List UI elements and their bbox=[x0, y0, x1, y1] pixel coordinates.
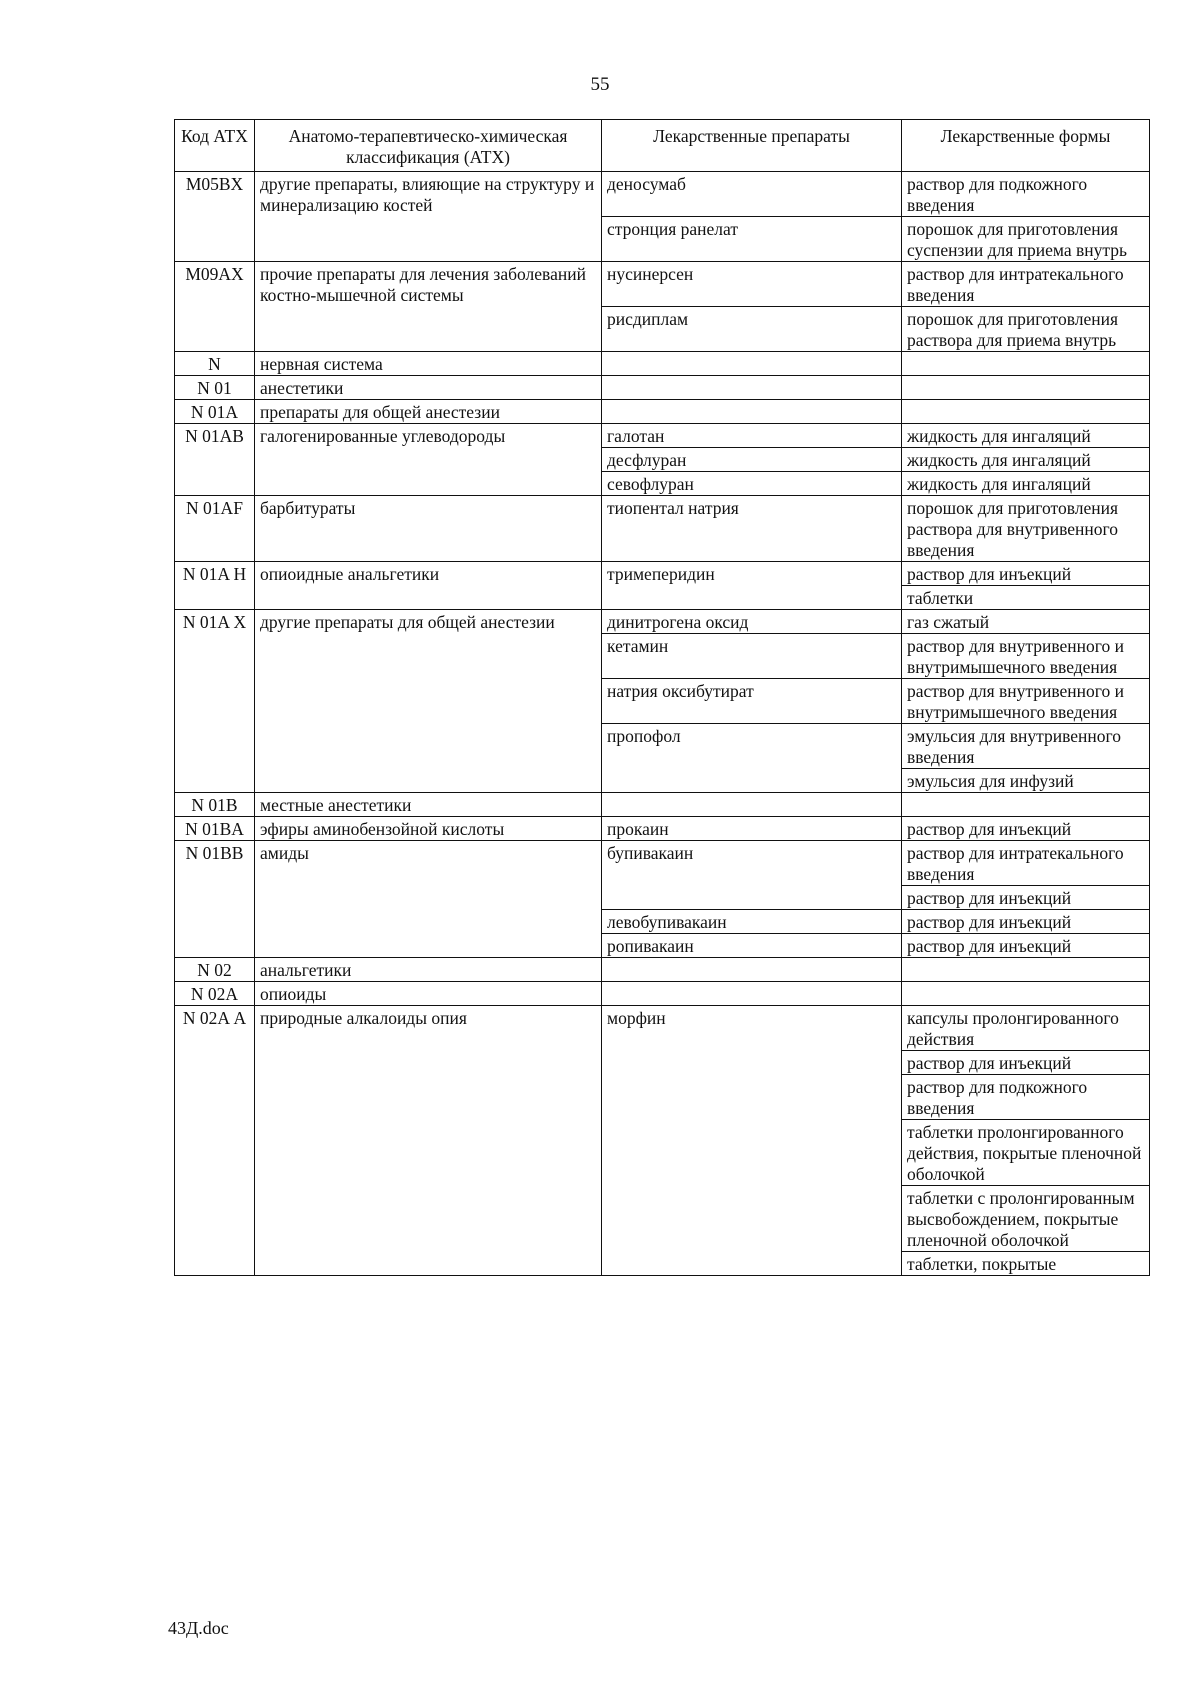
atc-name-cell: нервная система bbox=[255, 352, 602, 376]
atc-name-cell: опиоидные анальгетики bbox=[255, 562, 602, 610]
form-cell: таблетки bbox=[902, 586, 1150, 610]
form-cell: раствор для внутривенного и внутримышечного введения bbox=[902, 634, 1150, 679]
table-row bbox=[175, 817, 1150, 841]
atc-code-cell: M05BX bbox=[175, 172, 255, 262]
drug-cell: тиопентал натрия bbox=[602, 496, 902, 562]
form-cell: капсулы пролонгированного действия bbox=[902, 1006, 1150, 1051]
atc-code-cell: M09AX bbox=[175, 262, 255, 352]
form-cell: эмульсия для инфузий bbox=[902, 769, 1150, 793]
form-cell: эмульсия для внутривенного введения bbox=[902, 724, 1150, 769]
table-row bbox=[175, 352, 1150, 376]
atc-name-cell: барбитураты bbox=[255, 496, 602, 562]
drug-cell: деносумаб bbox=[602, 172, 902, 217]
table-row bbox=[175, 610, 1150, 634]
drug-cell bbox=[602, 400, 902, 424]
atc-name-cell: прочие препараты для лечения заболеваний костно-мышечной системы bbox=[255, 262, 602, 352]
form-cell bbox=[902, 958, 1150, 982]
form-cell: раствор для инъекций bbox=[902, 934, 1150, 958]
atc-code-cell: N 01A X bbox=[175, 610, 255, 793]
form-cell: раствор для инъекций bbox=[902, 562, 1150, 586]
form-cell: раствор для интратекального введения bbox=[902, 262, 1150, 307]
drug-cell bbox=[602, 352, 902, 376]
atc-name-cell: галогенированные углеводороды bbox=[255, 424, 602, 496]
header-atc: Анатомо-терапевтическо-химическая классификация (АТХ) bbox=[255, 120, 602, 172]
table-header-row bbox=[175, 120, 1150, 172]
atc-name-cell: другие препараты для общей анестезии bbox=[255, 610, 602, 793]
atc-name-cell: анальгетики bbox=[255, 958, 602, 982]
form-cell: раствор для инъекций bbox=[902, 817, 1150, 841]
table-row bbox=[175, 400, 1150, 424]
form-cell: таблетки, покрытые bbox=[902, 1252, 1150, 1276]
atc-code-cell: N 01BA bbox=[175, 817, 255, 841]
table-row bbox=[175, 496, 1150, 562]
atc-code-cell: N 01BB bbox=[175, 841, 255, 958]
drug-cell: бупивакаин bbox=[602, 841, 902, 910]
page-number: 55 bbox=[590, 74, 610, 95]
table-row bbox=[175, 262, 1150, 307]
form-cell bbox=[902, 376, 1150, 400]
table-row bbox=[175, 562, 1150, 586]
drug-cell: стронция ранелат bbox=[602, 217, 902, 262]
form-cell bbox=[902, 793, 1150, 817]
atc-name-cell: природные алкалоиды опия bbox=[255, 1006, 602, 1276]
drug-cell bbox=[602, 793, 902, 817]
header-drugs: Лекарственные препараты bbox=[602, 120, 902, 172]
table-row bbox=[175, 376, 1150, 400]
drug-cell: морфин bbox=[602, 1006, 902, 1276]
form-cell: жидкость для ингаляций bbox=[902, 424, 1150, 448]
drug-cell: рисдиплам bbox=[602, 307, 902, 352]
drug-cell: натрия оксибутират bbox=[602, 679, 902, 724]
table-row bbox=[175, 793, 1150, 817]
form-cell: порошок для приготовления суспензии для приема внутрь bbox=[902, 217, 1150, 262]
atc-name-cell: анестетики bbox=[255, 376, 602, 400]
drug-cell bbox=[602, 376, 902, 400]
header-code: Код АТХ bbox=[175, 120, 255, 172]
table-row bbox=[175, 172, 1150, 217]
form-cell bbox=[902, 400, 1150, 424]
atc-table bbox=[174, 119, 1150, 1276]
atc-name-cell: местные анестетики bbox=[255, 793, 602, 817]
atc-code-cell: N 01A bbox=[175, 400, 255, 424]
header-forms: Лекарственные формы bbox=[902, 120, 1150, 172]
atc-name-cell: препараты для общей анестезии bbox=[255, 400, 602, 424]
form-cell: порошок для приготовления раствора для внутривенного введения bbox=[902, 496, 1150, 562]
atc-code-cell: N bbox=[175, 352, 255, 376]
form-cell: раствор для интратекального введения bbox=[902, 841, 1150, 886]
drug-cell: десфлуран bbox=[602, 448, 902, 472]
drug-cell: динитрогена оксид bbox=[602, 610, 902, 634]
form-cell bbox=[902, 352, 1150, 376]
atc-code-cell: N 01A Н bbox=[175, 562, 255, 610]
atc-code-cell: N 02A bbox=[175, 982, 255, 1006]
drug-cell bbox=[602, 982, 902, 1006]
form-cell bbox=[902, 982, 1150, 1006]
form-cell: раствор для внутривенного и внутримышечного введения bbox=[902, 679, 1150, 724]
form-cell: раствор для инъекций bbox=[902, 1051, 1150, 1075]
drug-cell: севофлуран bbox=[602, 472, 902, 496]
table-row bbox=[175, 1006, 1150, 1051]
atc-code-cell: N 01 bbox=[175, 376, 255, 400]
form-cell: раствор для инъекций bbox=[902, 910, 1150, 934]
form-cell: таблетки с пролонгированным высвобождением, покрытые пленочной оболочкой bbox=[902, 1186, 1150, 1252]
atc-name-cell: эфиры аминобензойной кислоты bbox=[255, 817, 602, 841]
drug-cell: кетамин bbox=[602, 634, 902, 679]
table-row bbox=[175, 958, 1150, 982]
drug-cell: левобупивакаин bbox=[602, 910, 902, 934]
drug-cell: пропофол bbox=[602, 724, 902, 793]
drug-cell bbox=[602, 958, 902, 982]
drug-cell: прокаин bbox=[602, 817, 902, 841]
atc-code-cell: N 02 bbox=[175, 958, 255, 982]
form-cell: раствор для подкожного введения bbox=[902, 1075, 1150, 1120]
form-cell: таблетки пролонгированного действия, покрытые пленочной оболочкой bbox=[902, 1120, 1150, 1186]
atc-code-cell: N 02A А bbox=[175, 1006, 255, 1276]
atc-name-cell: амиды bbox=[255, 841, 602, 958]
table-body bbox=[175, 172, 1150, 1276]
drug-cell: галотан bbox=[602, 424, 902, 448]
table-row bbox=[175, 841, 1150, 886]
atc-code-cell: N 01B bbox=[175, 793, 255, 817]
footer-filename: 43Д.doc bbox=[168, 1618, 229, 1638]
drug-cell: тримеперидин bbox=[602, 562, 902, 610]
form-cell: жидкость для ингаляций bbox=[902, 472, 1150, 496]
drug-cell: ропивакаин bbox=[602, 934, 902, 958]
atc-code-cell: N 01AB bbox=[175, 424, 255, 496]
table-row bbox=[175, 982, 1150, 1006]
atc-code-cell: N 01AF bbox=[175, 496, 255, 562]
atc-name-cell: другие препараты, влияющие на структуру и минерализацию костей bbox=[255, 172, 602, 262]
atc-name-cell: опиоиды bbox=[255, 982, 602, 1006]
form-cell: раствор для подкожного введения bbox=[902, 172, 1150, 217]
form-cell: жидкость для ингаляций bbox=[902, 448, 1150, 472]
drug-cell: нусинерсен bbox=[602, 262, 902, 307]
form-cell: газ сжатый bbox=[902, 610, 1150, 634]
form-cell: раствор для инъекций bbox=[902, 886, 1150, 910]
form-cell: порошок для приготовления раствора для приема внутрь bbox=[902, 307, 1150, 352]
table-row bbox=[175, 424, 1150, 448]
